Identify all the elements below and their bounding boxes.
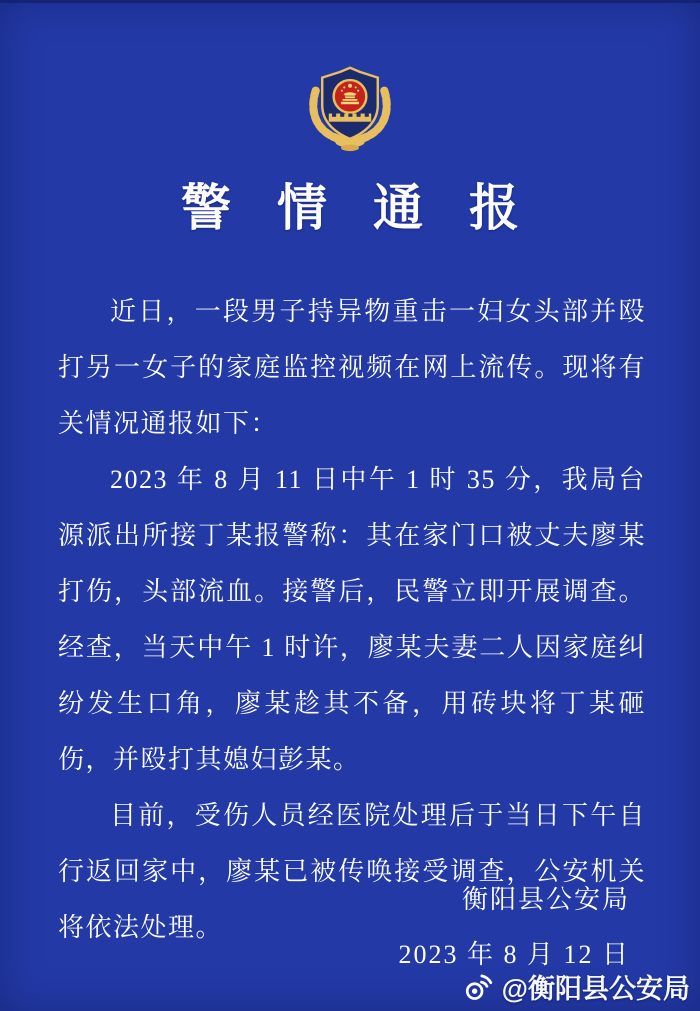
notice-paragraph-1: 近日，一段男子持异物重击一妇女头部并殴打另一女子的家庭监控视频在网上流传。现将有关情况通报如下： [58, 297, 646, 438]
weibo-icon [463, 972, 495, 1002]
notice-signature [398, 872, 630, 982]
weibo-watermark [463, 967, 690, 1006]
notice-paragraph-3: 目前，受伤人员经医院处理后于当日下午自行返回家中，廖某已被传唤接受调查，公安机关将依法处理。 [58, 801, 646, 942]
signature-date: 2023 年 8 月 12 日 [398, 940, 630, 969]
notice-title: 警情通报 [181, 180, 565, 236]
watermark-handle: @衡阳县公安局 [501, 974, 690, 1004]
notice-body [58, 284, 646, 956]
police-badge-icon [300, 58, 400, 156]
notice-paragraph-2: 2023 年 8 月 11 日中午 1 时 35 分，我局台源派出所接丁某报警称：其在家门口被丈夫廖某打伤，头部流血。接警后，民警立即开展调查。经查，当天中午 1 时许，廖某夫妻二人因家庭纠纷发生口角，廖某趁其不备，用砖块将丁某砸伤，并殴打其媳妇彭某。 [58, 465, 646, 774]
signature-agency: 衡阳县公安局 [461, 885, 630, 914]
